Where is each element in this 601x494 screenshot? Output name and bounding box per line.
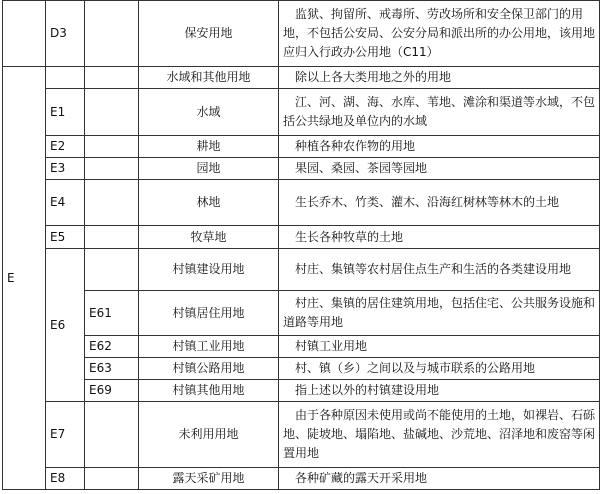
category-description: 村庄、集镇的居住建筑用地，包括住宅、公共服务设施和道路等用地 — [279, 291, 600, 336]
minor-class-code — [85, 402, 139, 468]
table-row — [3, 380, 600, 402]
table-row — [3, 358, 600, 380]
major-class-cell — [3, 1, 46, 67]
medium-class-code: E1 — [46, 89, 85, 136]
category-description: 各种矿藏的露天开采用地 — [279, 468, 600, 490]
minor-class-code — [85, 249, 139, 291]
medium-class-code: E7 — [46, 402, 85, 468]
category-description: 生长各种牧草的土地 — [279, 226, 600, 249]
table-row — [3, 249, 600, 291]
minor-class-code — [85, 67, 139, 89]
category-name: 牧草地 — [139, 226, 279, 249]
table-row — [3, 468, 600, 490]
medium-class-code: E4 — [46, 180, 85, 226]
minor-class-code — [85, 136, 139, 158]
category-name: 村镇居住用地 — [139, 291, 279, 336]
category-description: 果园、桑园、茶园等园地 — [279, 158, 600, 180]
minor-class-code — [85, 180, 139, 226]
category-name: 林地 — [139, 180, 279, 226]
category-description: 除以上各大类用地之外的用地 — [279, 67, 600, 89]
category-name: 水域 — [139, 89, 279, 136]
table-row — [3, 67, 600, 89]
minor-class-code — [85, 226, 139, 249]
table-row — [3, 89, 600, 136]
category-name: 村镇公路用地 — [139, 358, 279, 380]
category-description: 村镇工业用地 — [279, 336, 600, 358]
minor-class-code — [85, 89, 139, 136]
table-row — [3, 158, 600, 180]
medium-class-code: E5 — [46, 226, 85, 249]
category-description: 由于各种原因未使用或尚不能使用的土地，如裸岩、石砾地、陡坡地、塌陷地、盐碱地、沙荒地、沼泽地和废窑等闲置用地 — [279, 402, 600, 468]
table-row — [3, 291, 600, 336]
minor-class-code: E63 — [85, 358, 139, 380]
table-row — [3, 180, 600, 226]
category-name: 未利用用地 — [139, 402, 279, 468]
minor-class-code — [85, 158, 139, 180]
category-description: 生长乔木、竹类、灌木、沿海红树林等林木的土地 — [279, 180, 600, 226]
category-description: 江、河、湖、海、水库、苇地、滩涂和渠道等水域，不包括公共绿地及单位内的水域 — [279, 89, 600, 136]
category-name: 村镇其他用地 — [139, 380, 279, 402]
land-use-classification-table — [2, 0, 600, 490]
table-row — [3, 136, 600, 158]
category-description: 指上述以外的村镇建设用地 — [279, 380, 600, 402]
category-description: 村庄、集镇等农村居住点生产和生活的各类建设用地 — [279, 249, 600, 291]
minor-class-code: E61 — [85, 291, 139, 336]
category-name: 村镇建设用地 — [139, 249, 279, 291]
category-name: 保安用地 — [139, 1, 279, 67]
minor-class-code — [85, 468, 139, 490]
medium-class-code: E8 — [46, 468, 85, 490]
category-description: 监狱、拘留所、戒毒所、劳改场所和安全保卫部门的用地，不包括公安局、公安分局和派出所的办公用地，该用地应归入行政办公用地（C11） — [279, 1, 600, 67]
category-name: 水域和其他用地 — [139, 67, 279, 89]
category-description: 种植各种农作物的用地 — [279, 136, 600, 158]
category-description: 村、镇（乡）之间以及与城市联系的公路用地 — [279, 358, 600, 380]
category-name: 露天采矿用地 — [139, 468, 279, 490]
category-name: 耕地 — [139, 136, 279, 158]
minor-class-code — [85, 1, 139, 67]
medium-class-code: E2 — [46, 136, 85, 158]
category-name: 村镇工业用地 — [139, 336, 279, 358]
category-name: 园地 — [139, 158, 279, 180]
table-row — [3, 1, 600, 67]
medium-class-code: D3 — [46, 1, 85, 67]
table-row — [3, 402, 600, 468]
table-row — [3, 226, 600, 249]
medium-class-code: E3 — [46, 158, 85, 180]
minor-class-code: E62 — [85, 336, 139, 358]
table-row — [3, 336, 600, 358]
major-class-code: E — [3, 67, 46, 490]
minor-class-code: E69 — [85, 380, 139, 402]
medium-class-code — [46, 67, 85, 89]
medium-class-code: E6 — [46, 249, 85, 402]
